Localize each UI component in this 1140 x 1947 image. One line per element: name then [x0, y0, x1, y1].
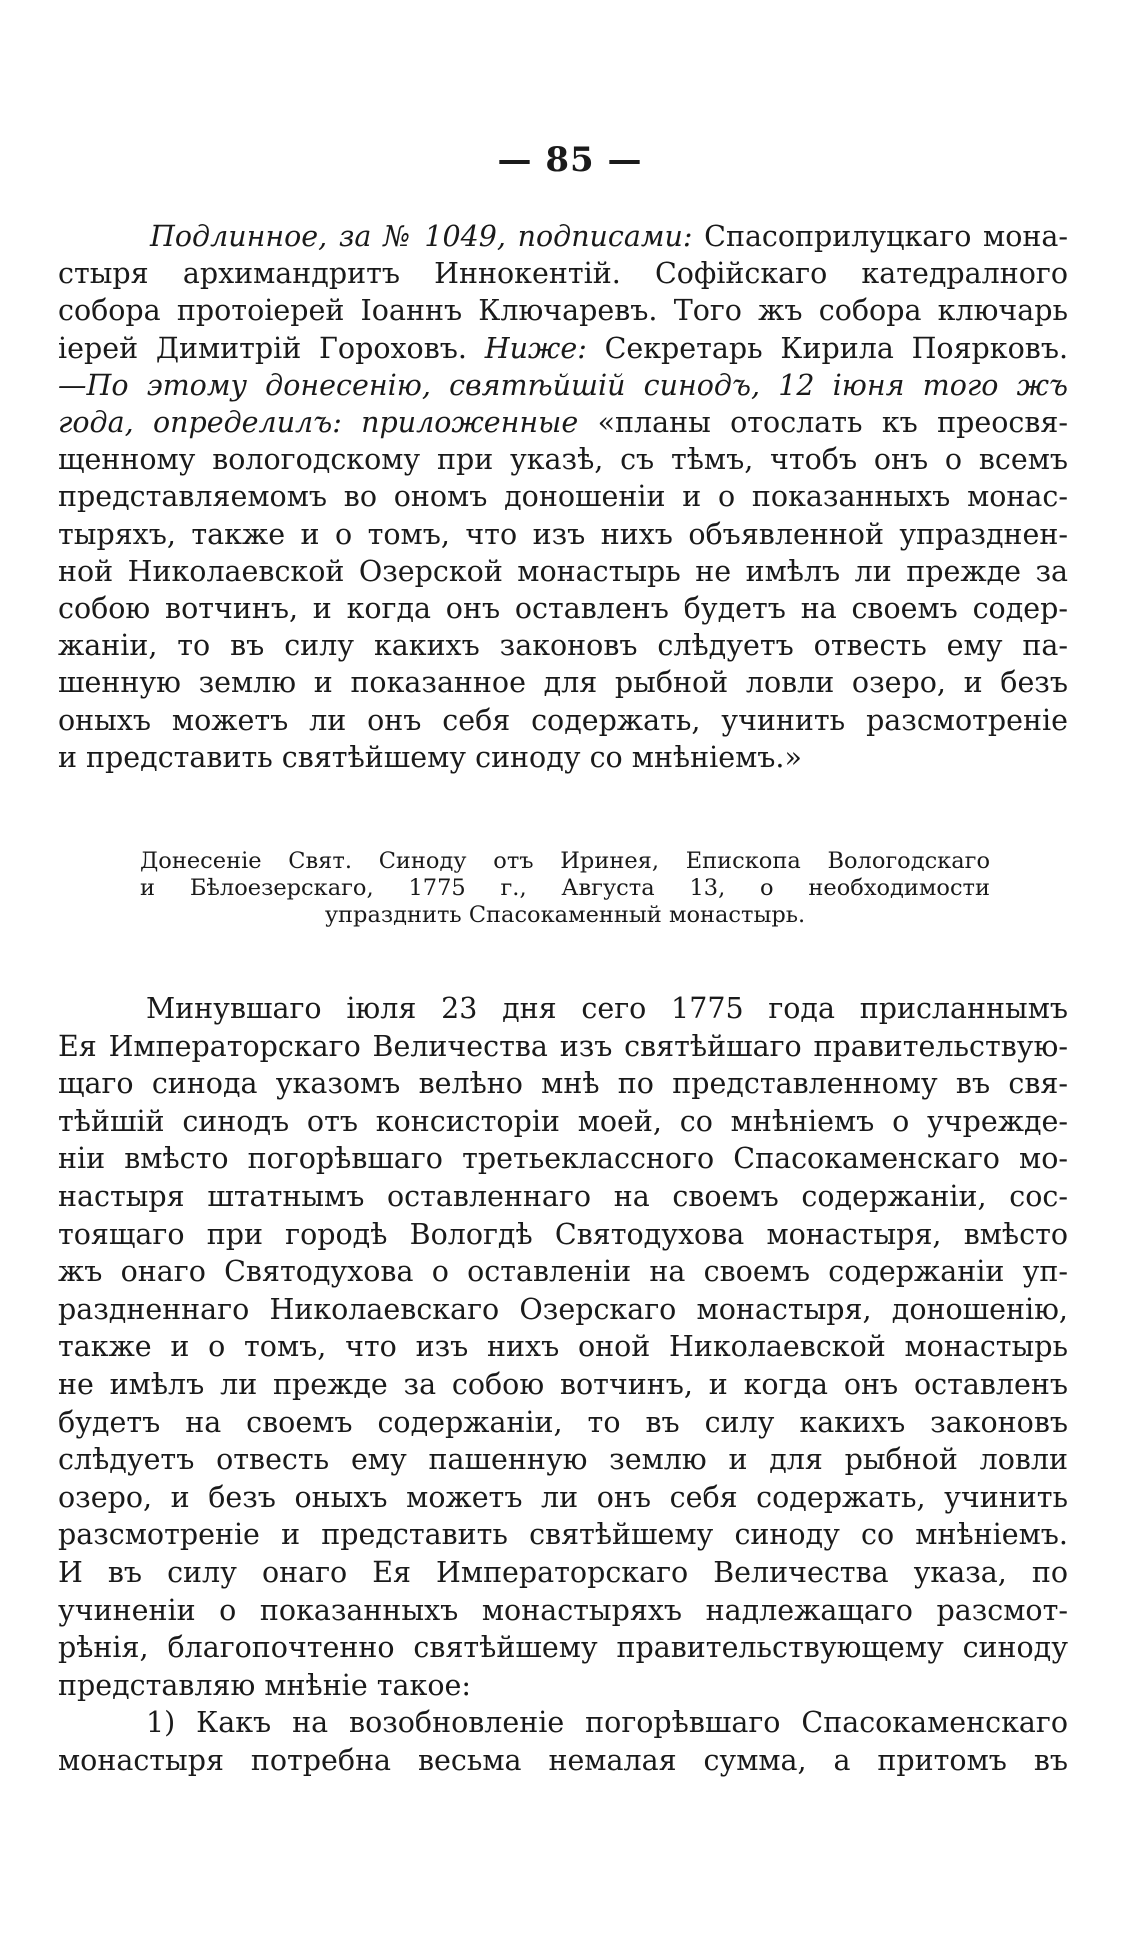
heading-line: и Бѣлоезерскаго, 1775 г., Августа 13, о необходимости	[140, 875, 990, 901]
text-line: собора протоіерей Іоаннъ Ключаревъ. Того жъ собора ключарь	[58, 294, 1068, 328]
italic-phrase: Подлинное, за № 1049, подписами:	[150, 220, 693, 253]
text-line: стыря архимандритъ Иннокентій. Софійскаго катедралного	[58, 257, 1068, 291]
text-line	[58, 330, 1068, 367]
text-line: жъ онаго Святодухова о оставленіи на своемъ содержаніи уп-	[58, 1255, 1068, 1289]
text-line: тыряхъ, также и о томъ, что изъ нихъ объявленной упразднен-	[58, 517, 1068, 551]
text-line: Ея Императорскаго Величества изъ святѣйшаго правительствую-	[58, 1029, 1068, 1063]
paragraph-original-signatures	[58, 218, 1068, 776]
text-line: и представить святѣйшему синоду со мнѣніемъ.»	[58, 740, 802, 774]
heading-line: упразднить Спасокаменный монастырь.	[324, 902, 806, 928]
text-line: раздненнаго Николаевскаго Озерскаго монастыря, доношенію,	[58, 1292, 1068, 1326]
text-line: слѣдуетъ отвесть ему пашенную землю и для рыбной ловли	[58, 1443, 1068, 1477]
text-line: собою вотчинъ, и когда онъ оставленъ будетъ на своемъ содер-	[58, 592, 1068, 626]
text-line: не имѣлъ ли прежде за собою вотчинъ, и когда онъ оставленъ	[58, 1367, 1068, 1401]
text-line: ніи вмѣсто погорѣвшаго третьеклассного Спасокаменскаго мо-	[58, 1142, 1068, 1176]
text-line: ной Николаевской Озерской монастырь не имѣлъ ли прежде за	[58, 554, 1068, 588]
text-line: оныхъ можетъ ли онъ себя содержать, учинить разсмотреніе	[58, 703, 1068, 737]
text-line: тоящаго при городѣ Вологдѣ Святодухова монастыря, вмѣсто	[58, 1217, 1068, 1251]
text-line: И въ силу онаго Ея Императорскаго Величества указа, по	[58, 1555, 1068, 1589]
text-line: Минувшаго іюля 23 дня сего 1775 года присланнымъ	[146, 992, 1068, 1025]
page-number: — 85 —	[497, 140, 643, 180]
text-line: —По этому донесенію, святѣйшій синодъ, 12 іюня того жъ	[58, 368, 1068, 402]
text-line: 1) Какъ на возобновленіе погорѣвшаго Спасокаменскаго	[146, 1706, 1068, 1740]
text-line: озеро, и безъ оныхъ можетъ ли онъ себя содержать, учинить	[58, 1480, 1068, 1514]
heading-line: Донесеніе Свят. Синоду отъ Иринея, Епископа Вологодскаго	[140, 848, 990, 874]
text-fragment: «планы отослать къ преосвя-	[597, 406, 1069, 440]
paragraph-report-body	[58, 990, 1068, 1779]
text-line: жаніи, то въ силу какихъ законовъ слѣдуетъ отвесть ему па-	[58, 629, 1068, 663]
text-line: щенному вологодскому при указѣ, съ тѣмъ, чтобъ онъ о всемъ	[58, 443, 1068, 477]
document-heading	[140, 848, 990, 929]
text-line: рѣнія, благопочтенно святѣйшему правительствующему синоду	[58, 1631, 1068, 1665]
italic-phrase: года, определилъ: приложенные	[58, 406, 579, 440]
text-fragment: Спасоприлуцкаго мона-	[704, 220, 1069, 253]
italic-phrase: Ниже:	[484, 331, 587, 365]
text-line	[58, 218, 1068, 255]
text-line: настыря штатнымъ оставленнаго на своемъ содержаніи, сос-	[58, 1179, 1068, 1213]
text-line: щаго синода указомъ велѣно мнѣ по представленному въ свя-	[58, 1067, 1068, 1101]
text-fragment: Секретарь Кирила Поярковъ.	[604, 331, 1069, 365]
text-line: разсмотреніе и представить святѣйшему синоду со мнѣніемъ.	[58, 1518, 1068, 1552]
text-line: учиненіи о показанныхъ монастыряхъ надлежащаго разсмот-	[58, 1593, 1068, 1627]
text-line: также и о томъ, что изъ нихъ оной Николаевской монастырь	[58, 1330, 1068, 1364]
text-line: монастыря потребна весьма немалая сумма, а притомъ въ	[58, 1743, 1068, 1777]
text-line: шенную землю и показанное для рыбной ловли озеро, и безъ	[58, 666, 1068, 700]
text-line: тѣйшій синодъ отъ консисторіи моей, со мнѣніемъ о учрежде-	[58, 1104, 1068, 1138]
text-line: представляемомъ во ономъ доношеніи и о показанныхъ монас-	[58, 480, 1068, 514]
text-fragment: іерей Димитрій Гороховъ.	[58, 331, 467, 365]
text-line: будетъ на своемъ содержаніи, то въ силу какихъ законовъ	[58, 1405, 1068, 1439]
text-line	[58, 404, 1068, 441]
text-line: представляю мнѣніе такое:	[58, 1668, 471, 1702]
